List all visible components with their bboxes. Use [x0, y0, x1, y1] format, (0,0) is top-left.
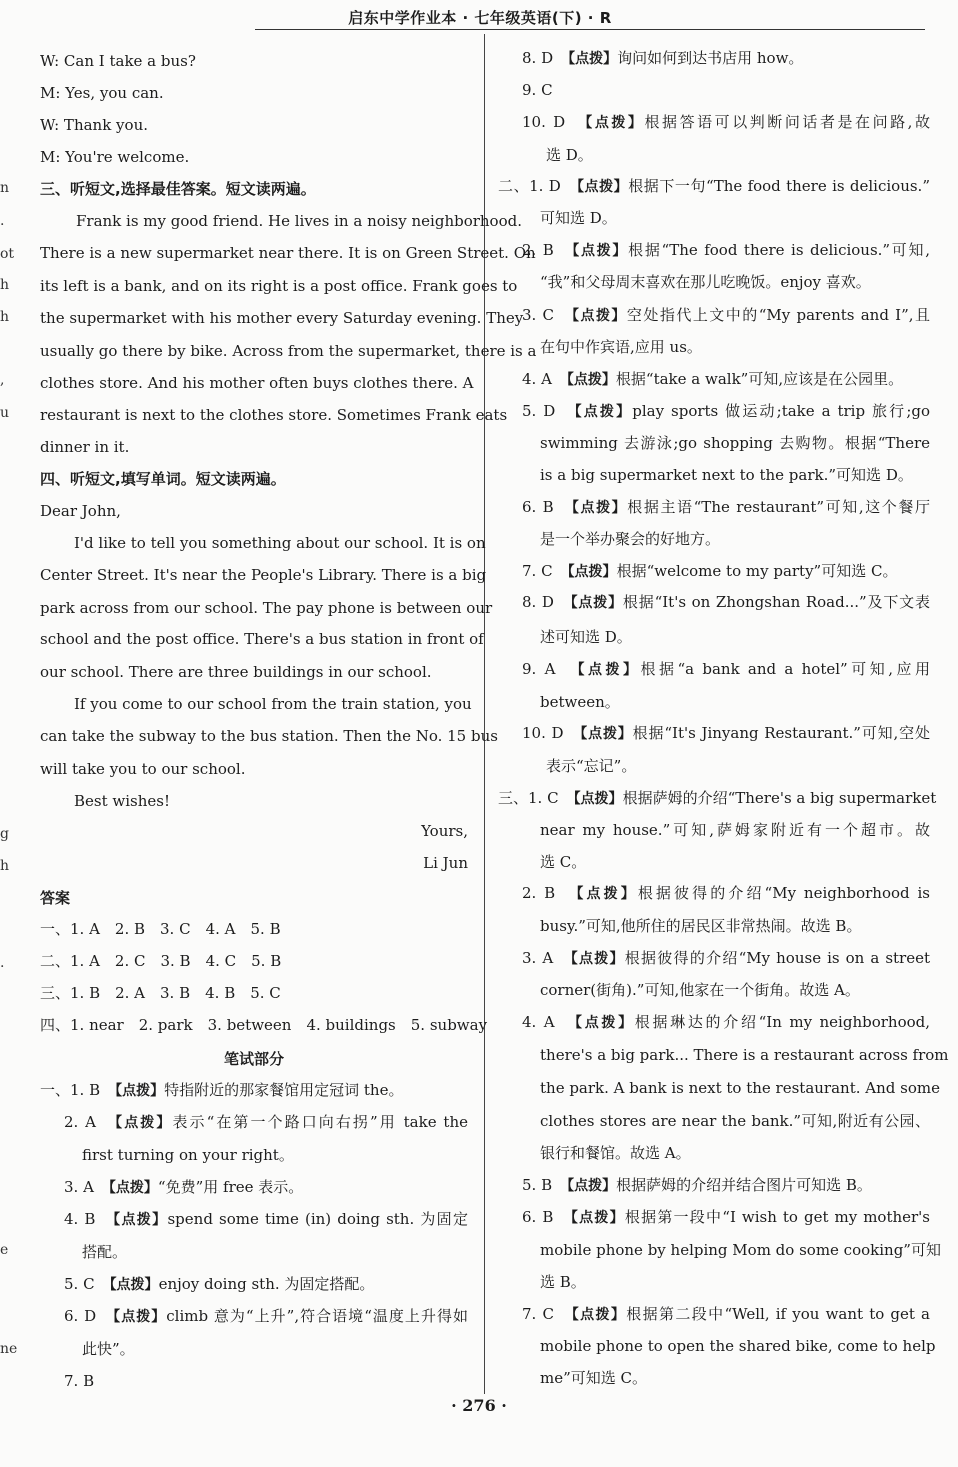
answer-item — [522, 240, 930, 261]
hint-tag: 【点拨】 — [570, 595, 623, 611]
item-number: 3. C — [522, 306, 572, 324]
item-number: 6. B — [522, 1208, 571, 1226]
written-section-title: 笔试部分 — [223, 1050, 284, 1068]
hint-tag: 【点拨】 — [585, 115, 645, 131]
hint-tag: 【点拨】 — [572, 243, 629, 259]
hint-tag: 【点拨】 — [113, 1212, 168, 1228]
dialogue-line: W: Thank you. — [40, 116, 148, 134]
item-text: 根据“The food there is delicious.”可知, — [628, 241, 930, 259]
item-text: 根据彼得的介绍“My neighborhood is — [637, 884, 931, 902]
item-text: spend some time (in) doing sth. 为固定 — [167, 1210, 469, 1228]
item-text: 根据主语“The restaurant”可知,这个餐厅 — [627, 498, 930, 516]
hint-tag: 【点拨】 — [574, 404, 633, 420]
hint-tag: 【点拨】 — [566, 372, 616, 388]
passage-line: usually go there by bike. Across from the supermarket, there is a — [40, 342, 537, 360]
letter-line: will take you to our school. — [40, 760, 246, 778]
hint-tag: 【点拨】 — [571, 500, 628, 516]
item-continuation: between。 — [540, 693, 620, 711]
item-text: 表示“在第一个路口向右拐”用 take the — [172, 1113, 468, 1131]
item-text: play sports 做运动;take a trip 旅行;go — [632, 402, 931, 420]
item-number: 4. A — [522, 1013, 575, 1031]
item-text: “免费”用 free 表示。 — [157, 1178, 304, 1196]
item-continuation: the park. A bank is next to the restaurant. And some — [540, 1079, 940, 1097]
item-continuation: clothes stores are near the bank.”可知,附近有公园、 — [540, 1112, 930, 1130]
answer-item — [522, 1012, 930, 1033]
item-continuation: 此快”。 — [82, 1340, 135, 1358]
letter-closing: Best wishes! — [74, 792, 170, 810]
item-text: 根据“It's on Zhongshan Road...”及下文表 — [622, 593, 931, 611]
letter-line: If you come to our school from the train station, you — [74, 695, 472, 713]
item-number: 5. C — [64, 1275, 110, 1293]
item-number: 3. A — [522, 949, 571, 967]
passage-line: the supermarket with his mother every Saturday evening. They — [40, 309, 524, 327]
page-header — [0, 0, 958, 32]
item-text: climb 意为“上升”,符合语境“温度上升得如 — [166, 1307, 468, 1325]
answer-item — [522, 401, 930, 422]
hint-tag: 【点拨】 — [567, 564, 617, 580]
item-continuation: 选 B。 — [540, 1273, 586, 1291]
letter-signature: Li Jun — [423, 854, 468, 872]
answer-item — [522, 883, 930, 904]
hint-tag: 【点拨】 — [568, 51, 618, 67]
item-number: 8. D — [522, 593, 571, 611]
passage-line: dinner in it. — [40, 438, 130, 456]
letter-line: our school. There are three buildings in our school. — [40, 663, 432, 681]
item-number: 二、1. D — [498, 177, 577, 195]
item-text: 根据“take a walk”可知,应该是在公园里。 — [615, 370, 904, 388]
margin-fragment: h — [0, 309, 10, 325]
answer-row: 二、1. A 2. C 3. B 4. C 5. B — [40, 952, 282, 970]
passage-line: restaurant is next to the clothes store. Sometimes Frank eats — [40, 406, 508, 424]
item-text: 根据“a bank and a hotel”可知,应用 — [640, 660, 930, 678]
answer-item — [522, 723, 930, 744]
item-continuation: 表示“忘记”。 — [546, 757, 637, 775]
answer-item — [522, 305, 930, 326]
item-number: 4. B — [64, 1210, 114, 1228]
item-number: 7. C — [522, 562, 568, 580]
margin-fragment: n — [0, 180, 10, 196]
item-continuation: 述可知选 D。 — [540, 628, 632, 646]
item-continuation: me”可知选 C。 — [540, 1369, 648, 1387]
answer-item — [522, 592, 930, 613]
section-title: 三、听短文,选择最佳答案。短文读两遍。 — [40, 180, 316, 198]
item-number: 8. D — [522, 49, 569, 67]
item-number: 9. C — [522, 81, 553, 99]
item-text: 空处指代上文中的“My parents and I”,且 — [626, 306, 931, 324]
item-number: 10. D — [522, 724, 581, 742]
answer-item — [522, 80, 553, 100]
answer-item — [522, 1207, 930, 1228]
margin-fragment: ot — [0, 246, 15, 262]
item-number: 6. B — [522, 498, 572, 516]
dialogue-line: W: Can I take a bus? — [40, 52, 196, 70]
item-continuation: there's a big park... There is a restaurant across from — [540, 1046, 949, 1064]
answer-item — [40, 1080, 403, 1101]
item-number: 4. A — [522, 370, 567, 388]
letter-line: park across from our school. The pay phone is between our — [40, 599, 493, 617]
item-number: 7. C — [522, 1305, 572, 1323]
header-title: 启东中学作业本 · 七年级英语(下) · R — [348, 9, 612, 27]
item-text: enjoy doing sth. 为固定搭配。 — [158, 1275, 375, 1293]
item-number: 7. B — [64, 1372, 95, 1390]
section-title: 四、听短文,填写单词。短文读两遍。 — [40, 470, 286, 488]
item-continuation: “我”和父母周末喜欢在那儿吃晚饭。enjoy 喜欢。 — [540, 273, 871, 291]
item-text: 特指附近的那家餐馆用定冠词 the。 — [164, 1081, 404, 1099]
answer-row: 一、1. A 2. B 3. C 4. A 5. B — [40, 920, 281, 938]
answer-item — [64, 1306, 468, 1327]
column-divider — [484, 34, 485, 1394]
item-continuation: corner(街角).”可知,他家在一个街角。故选 A。 — [540, 981, 860, 999]
item-number: 2. B — [522, 884, 577, 902]
margin-fragment: u — [0, 405, 10, 421]
margin-fragment: e — [0, 1242, 9, 1258]
item-continuation: 搭配。 — [82, 1243, 128, 1261]
answer-row: 三、1. B 2. A 3. B 4. B 5. C — [40, 984, 281, 1002]
answer-item — [64, 1371, 94, 1391]
letter-line: I'd like to tell you something about our school. It is on — [74, 534, 486, 552]
item-text: 根据琳达的介绍“In my neighborhood, — [634, 1013, 931, 1031]
item-number: 2. B — [522, 241, 573, 259]
answer-item — [64, 1112, 468, 1133]
hint-tag: 【点拨】 — [115, 1115, 173, 1131]
page-number: · 276 · — [451, 1396, 507, 1415]
item-number: 6. D — [64, 1307, 114, 1325]
item-continuation: is a big supermarket next to the park.”可知选 D。 — [540, 466, 913, 484]
item-text: 根据答语可以判断问话者是在问路,故 — [644, 113, 930, 131]
margin-fragment: . — [0, 955, 5, 971]
item-number: 2. A — [64, 1113, 116, 1131]
item-continuation: mobile phone by helping Mom do some cooking”可知 — [540, 1241, 941, 1259]
hint-tag: 【点拨】 — [115, 1083, 165, 1099]
item-text: 根据“It's Jinyang Restaurant.”可知,空处 — [632, 724, 931, 742]
item-text: 根据萨姆的介绍并结合图片可知选 B。 — [616, 1176, 872, 1194]
letter-yours: Yours, — [421, 822, 468, 840]
passage-line: clothes store. And his mother often buys clothes there. A — [40, 374, 474, 392]
dialogue-line: M: Yes, you can. — [40, 84, 164, 102]
dialogue-line: M: You're welcome. — [40, 148, 190, 166]
answer-item — [522, 1304, 930, 1325]
hint-tag: 【点拨】 — [109, 1277, 159, 1293]
answer-row: 四、1. near 2. park 3. between 4. buildings 5. subway — [40, 1016, 488, 1034]
hint-tag: 【点拨】 — [108, 1180, 158, 1196]
letter-line: can take the subway to the bus station. Then the No. 15 bus — [40, 727, 498, 745]
item-text: 根据“welcome to my party”可知选 C。 — [616, 562, 898, 580]
item-continuation: 是一个举办聚会的好地方。 — [540, 530, 721, 548]
item-continuation: 可知选 D。 — [540, 209, 617, 227]
answer-item — [522, 561, 897, 582]
item-continuation: 选 C。 — [540, 853, 587, 871]
item-continuation: 选 D。 — [546, 146, 593, 164]
hint-tag: 【点拨】 — [580, 726, 633, 742]
item-number: 一、1. B — [40, 1081, 116, 1099]
margin-fragment: , — [0, 372, 5, 388]
hint-tag: 【点拨】 — [576, 886, 638, 902]
header-rule — [255, 29, 925, 30]
answer-item — [522, 497, 930, 518]
item-text: 根据彼得的介绍“My house is on a street — [624, 949, 930, 967]
hint-tag: 【点拨】 — [572, 308, 627, 324]
answer-item — [522, 112, 930, 133]
answer-item — [498, 176, 930, 197]
item-text: 根据下一句“The food there is delicious.” — [628, 177, 930, 195]
letter-line: school and the post office. There's a bus station in front of — [40, 630, 484, 648]
margin-fragment: g — [0, 826, 9, 842]
item-continuation: mobile phone to open the shared bike, come to help — [540, 1337, 936, 1355]
answer-item — [522, 659, 930, 680]
item-text: 根据萨姆的介绍“There's a big supermarket — [622, 789, 937, 807]
answer-item — [64, 1177, 303, 1198]
item-text: 询问如何到达书店用 how。 — [617, 49, 804, 67]
item-number: 5. D — [522, 402, 575, 420]
item-continuation: busy.”可知,他所住的居民区非常热闹。故选 B。 — [540, 917, 862, 935]
item-number: 9. A — [522, 660, 578, 678]
item-continuation: swimming 去游泳;go shopping 去购物。根据“There — [540, 434, 930, 452]
hint-tag: 【点拨】 — [570, 951, 625, 967]
hint-tag: 【点拨】 — [576, 179, 629, 195]
item-text: 根据第二段中“Well, if you want to get a — [626, 1305, 930, 1323]
hint-tag: 【点拨】 — [571, 1307, 627, 1323]
letter-line: Center Street. It's near the People's Library. There is a big — [40, 566, 487, 584]
item-continuation: near my house.”可知,萨姆家附近有一个超市。故 — [540, 821, 930, 839]
hint-tag: 【点拨】 — [113, 1309, 167, 1325]
margin-fragment: h — [0, 277, 10, 293]
margin-fragment: ne — [0, 1341, 18, 1357]
hint-tag: 【点拨】 — [567, 1178, 617, 1194]
item-number: 3. A — [64, 1178, 109, 1196]
passage-line: Frank is my good friend. He lives in a noisy neighborhood. — [76, 212, 522, 230]
answer-item — [498, 788, 937, 809]
item-text: 根据第一段中“I wish to get my mother's — [624, 1208, 931, 1226]
answer-item — [522, 369, 903, 390]
item-number: 5. B — [522, 1176, 568, 1194]
hint-tag: 【点拨】 — [573, 791, 623, 807]
item-continuation: first turning on your right。 — [82, 1146, 294, 1164]
answer-item — [64, 1274, 374, 1295]
answer-item — [522, 1175, 872, 1196]
hint-tag: 【点拨】 — [570, 1210, 625, 1226]
margin-fragment: . — [0, 213, 5, 229]
item-continuation: 在句中作宾语,应用 us。 — [540, 338, 702, 356]
margin-fragment: h — [0, 858, 10, 874]
item-continuation: 银行和餐馆。故选 A。 — [540, 1144, 691, 1162]
hint-tag: 【点拨】 — [577, 662, 641, 678]
item-number: 10. D — [522, 113, 586, 131]
passage-line: its left is a bank, and on its right is a post office. Frank goes to — [40, 277, 518, 295]
answers-title: 答案 — [40, 889, 71, 907]
answer-item — [522, 48, 803, 69]
passage-line: There is a new supermarket near there. It is on Green Street. On — [40, 244, 536, 262]
hint-tag: 【点拨】 — [575, 1015, 635, 1031]
answer-item — [64, 1209, 468, 1230]
answer-item — [522, 948, 930, 969]
letter-greeting: Dear John, — [40, 502, 121, 520]
item-number: 三、1. C — [498, 789, 574, 807]
